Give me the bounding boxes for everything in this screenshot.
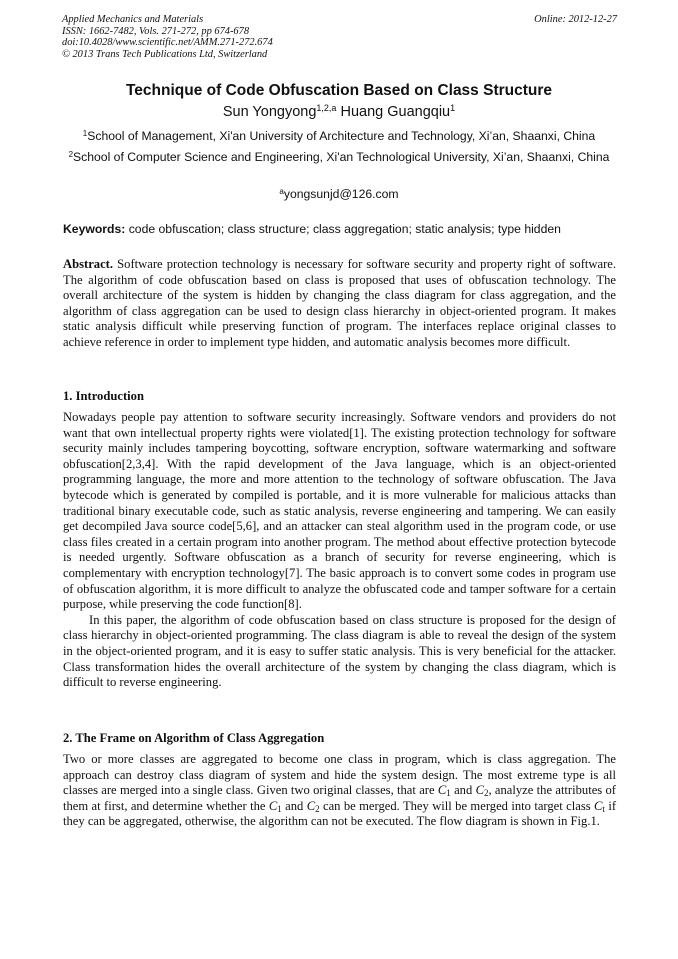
affiliation-marker: 2	[68, 150, 74, 159]
affiliation-text: School of Management, Xi'an University of Architecture and Technology, Xi’an, Shaanxi, China	[87, 129, 596, 143]
author-email	[60, 187, 618, 203]
section-heading-class-aggregation: 2. The Frame on Algorithm of Class Aggregation	[63, 731, 325, 745]
paragraph	[63, 752, 616, 830]
keywords-text: code obfuscation; class structure; class aggregation; static analysis; type hidden	[125, 222, 561, 236]
text-run: Two or more classes are aggregated to become one class in program, which is class aggregation. The approach can destroy class diagram of system and hide the system design. The most extreme type is all classes are merged into a single class. Given two original classes, that are	[63, 752, 616, 798]
doi-line: doi:10.4028/www.scientific.net/AMM.271-272.674	[62, 37, 273, 49]
author-line	[0, 103, 678, 121]
email-text: yongsunjd@126.com	[283, 187, 399, 201]
subscript: 1	[277, 803, 282, 814]
text-run: , analyze the attributes of them at first, and determine whether the	[63, 783, 617, 813]
text-run: and	[450, 783, 476, 798]
author-affil-marker: 1	[450, 103, 456, 113]
class-aggregation-body	[63, 752, 616, 830]
paper-title: Technique of Code Obfuscation Based on Class Structure	[125, 82, 553, 99]
introduction-body	[63, 410, 616, 691]
subscript: t	[602, 803, 605, 814]
journal-name: Applied Mechanics and Materials	[62, 14, 204, 25]
text-run: if they can be aggregated, otherwise, the algorithm can not be executed. The flow diagram is shown in Fig.1.	[63, 798, 617, 829]
affiliation-text: School of Computer Science and Engineering, Xi'an Technological University, Xi’an, Shaanxi, China	[73, 150, 610, 164]
affiliation-1	[60, 129, 618, 145]
online-date: Online: 2012-12-27	[534, 14, 617, 25]
author-name: Huang Guangqiu	[340, 104, 451, 120]
text-run: and	[281, 798, 307, 813]
subscript: 2	[483, 788, 489, 799]
keywords	[63, 222, 618, 237]
subscript: 2	[315, 803, 320, 814]
abstract	[63, 257, 616, 351]
issn-line: ISSN: 1662-7482, Vols. 271-272, pp 674-678	[62, 25, 250, 37]
author-name: Sun Yongyong	[222, 104, 317, 120]
symbol-c: C	[437, 783, 447, 798]
email-marker: a	[279, 187, 284, 196]
abstract-label: Abstract.	[63, 257, 114, 271]
affiliation-marker: 1	[82, 129, 88, 138]
symbol-c: C	[306, 798, 316, 813]
symbol-c: C	[475, 783, 484, 798]
paragraph: In this paper, the algorithm of code obfuscation based on class structure is proposed for the design of class hierarchy in object-oriented programming. The class diagram is able to reveal the design of the system in the object-oriented program, and it is easy to suffer static analysis. This is very beneficial for the attacker. Class transformation hides the overall architecture of the system by changing the class diagram, which is difficult to reverse engineering.	[63, 612, 616, 690]
symbol-c: C	[594, 798, 603, 813]
subscript: 1	[446, 788, 451, 799]
abstract-text: Software protection technology is necessary for software security and property right of software. The algorithm of code obfuscation based on class is proposed that uses of obfuscation technology. The overall architecture of the system is hidden by changing the class diagram for class aggregation, and the algorithm of class aggregation can be used to design class hierarchy in object-oriented program. It makes static analysis difficult while preserving function of program. The interfaces replace original classes to achieve reference in order to implement type hidden, and automatic analysis becomes more difficult.	[63, 257, 616, 349]
copyright-line: © 2013 Trans Tech Publications Ltd, Switzerland	[62, 48, 268, 60]
text-run: can be merged. They will be merged into target class	[319, 798, 595, 813]
affiliation-2	[60, 150, 618, 166]
keywords-label: Keywords:	[63, 222, 126, 236]
section-heading-introduction: 1. Introduction	[63, 389, 144, 403]
paragraph: Nowadays people pay attention to software security increasingly. Software vendors and providers do not want that own intellectual property rights were violated[1]. The existing protection technology for software security mainly includes tampering boycotting, software encryption, software watermarking and software obfuscation[2,3,4]. With the rapid development of the Java language, which is an object-oriented programming language, the more and more attention to the technology of software obfuscation. The Java bytecode which is generated by compiled is portable, and it is more vulnerable for malicious attacks than traditional binary executable code, such as static analysis, reverse engineering and tampering. We can easily get decompiled Java source code[5,6], and an attacker can steal algorithm used in the program code, or use class files created in a certain program into another program. The method about effective protection bytecode is needed urgently. Software obfuscation as a branch of security for reverse engineering, which is complementary with encryption technology[7]. The basic approach is to convert some codes in program use of obfuscation algorithm, it is more difficult to analyze the obfuscated code and tamper software for a certain purpose, while preserving the code function[8].	[63, 410, 616, 612]
author-affil-marker: 1,2,a	[316, 103, 337, 113]
journal-header	[62, 14, 617, 60]
symbol-c: C	[268, 798, 278, 813]
